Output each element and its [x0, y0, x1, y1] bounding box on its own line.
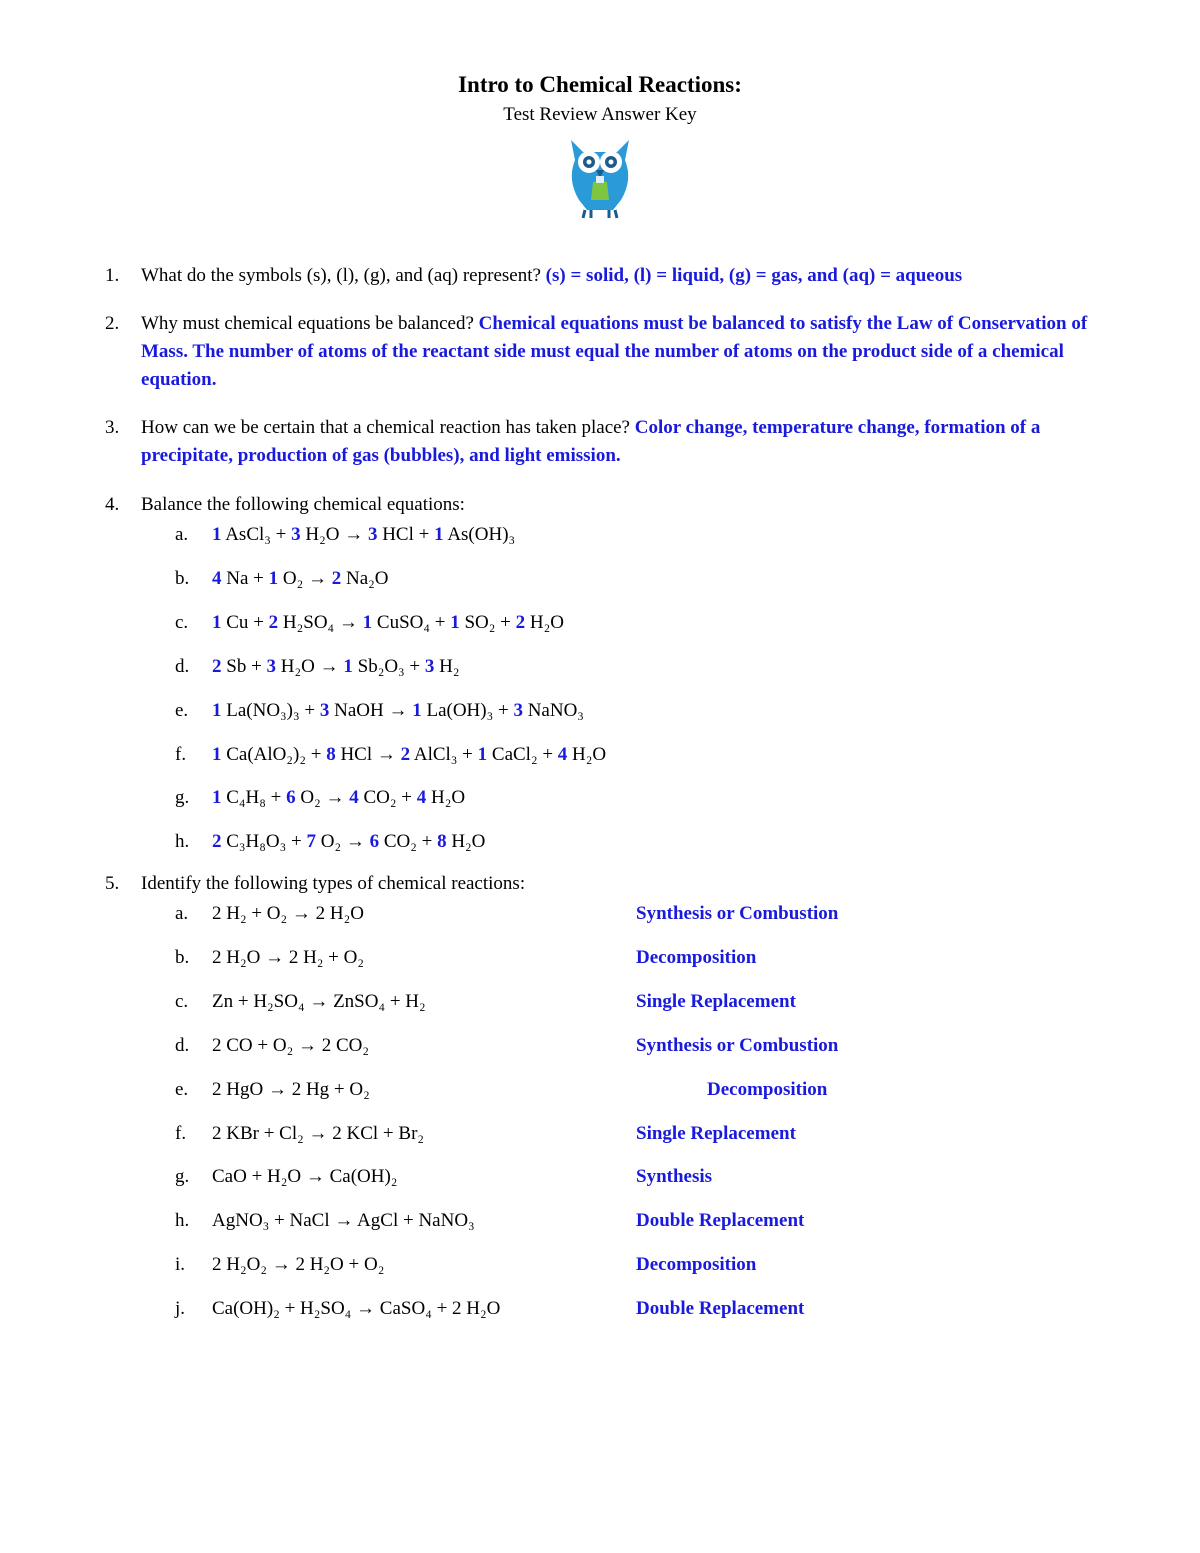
- reaction-type: Decomposition: [636, 1254, 757, 1276]
- question-number: 1.: [105, 265, 120, 286]
- coefficient: 2: [515, 611, 526, 633]
- coefficient: 1: [212, 611, 222, 633]
- answer-text: Chemical equations must be balanced to satisfy the Law of Conservation of Mass. The number of atoms of the reactant side must equal the number of atoms on the product side of a chemical equation.: [141, 313, 1088, 390]
- operator: →: [338, 611, 358, 633]
- coefficient: 1: [212, 699, 222, 721]
- chemical-species: Cu: [226, 611, 249, 633]
- page-title: Intro to Chemical Reactions:: [458, 72, 742, 97]
- operator: +: [462, 743, 473, 765]
- chemical-species: CO₂: [383, 831, 417, 853]
- reaction-equation: CaO + H₂O → Ca(OH)₂: [212, 1166, 398, 1188]
- chemical-species: H₂O: [280, 655, 315, 677]
- chemical-species: C₃H₈O₃: [226, 831, 287, 853]
- item-letter: h.: [175, 1210, 190, 1232]
- chemical-species: O₂: [300, 787, 321, 809]
- reaction-equation: 2 CO + O₂ → 2 CO₂: [212, 1034, 369, 1056]
- operator: +: [542, 743, 554, 765]
- chemical-species: NaOH: [334, 699, 384, 721]
- operator: +: [497, 699, 509, 721]
- coefficient: 1: [450, 611, 460, 633]
- page-subtitle: Test Review Answer Key: [503, 104, 697, 125]
- operator: →: [345, 831, 365, 853]
- chemical-species: H₂O: [305, 524, 340, 545]
- chemical-species: Na: [226, 567, 249, 589]
- operator: +: [275, 524, 287, 545]
- item-letter: e.: [175, 1078, 189, 1100]
- item-letter: j.: [175, 1298, 186, 1320]
- balanced-equation: [212, 565, 388, 593]
- coefficient: 7: [306, 831, 316, 853]
- item-letter: c.: [175, 611, 189, 633]
- operator: →: [388, 699, 408, 721]
- chemical-species: HCl: [340, 743, 373, 765]
- balanced-equation: [212, 521, 515, 549]
- question-number: 3.: [105, 417, 120, 438]
- reaction-equation: Ca(OH)₂ + H₂SO₄ → CaSO₄ + 2 H₂O: [212, 1298, 501, 1320]
- coefficient: 3: [319, 699, 330, 721]
- chemical-species: NaNO₃: [527, 699, 584, 721]
- item-letter: b.: [175, 946, 190, 968]
- operator: +: [421, 831, 433, 853]
- coefficient: 8: [437, 831, 447, 853]
- balanced-equation: [212, 697, 584, 725]
- question-5: [105, 870, 1135, 898]
- balanced-equation: [212, 784, 465, 812]
- operator: →: [344, 524, 364, 545]
- coefficient: 1: [477, 743, 488, 765]
- balanced-equation: [212, 653, 460, 681]
- coefficient: 4: [212, 567, 222, 589]
- question-1: [105, 262, 1135, 290]
- reaction-equation: AgNO₃ + NaCl → AgCl + NaNO₃: [212, 1210, 475, 1232]
- reaction-equation: 2 KBr + Cl₂ → 2 KCl + Br₂: [212, 1122, 425, 1144]
- operator: +: [251, 655, 262, 677]
- reaction-equation: Zn + H₂SO₄ → ZnSO₄ + H₂: [212, 990, 426, 1012]
- reaction-equation: 2 H₂O → 2 H₂ + O₂: [212, 946, 364, 968]
- chemical-species: AsCl₃: [225, 524, 271, 545]
- coefficient: 2: [331, 567, 342, 589]
- item-letter: f.: [175, 743, 187, 765]
- question-text: Why must chemical equations be balanced?: [141, 313, 474, 334]
- reaction-type: Double Replacement: [636, 1210, 805, 1232]
- coefficient: 2: [400, 743, 411, 765]
- item-letter: b.: [175, 567, 190, 589]
- chemical-species: HCl: [382, 524, 414, 545]
- chemical-species: H₂SO₄: [282, 611, 335, 633]
- question-2: [105, 310, 1135, 394]
- question-text: Balance the following chemical equations:: [141, 494, 465, 515]
- question-4: [105, 491, 1135, 519]
- item-letter: i.: [175, 1254, 186, 1276]
- coefficient: 3: [291, 524, 301, 545]
- operator: →: [319, 655, 339, 677]
- coefficient: 2: [212, 655, 222, 677]
- chemical-species: O₂: [320, 831, 342, 853]
- item-letter: g.: [175, 787, 190, 809]
- reaction-type: Synthesis or Combustion: [636, 903, 839, 924]
- chemical-species: H₂: [439, 655, 460, 677]
- reaction-equation: 2 H₂ + O₂ → 2 H₂O: [212, 903, 364, 924]
- chemical-species: AlCl₃: [413, 743, 458, 765]
- operator: +: [418, 524, 430, 545]
- balanced-equation: [212, 828, 485, 856]
- reaction-type: Single Replacement: [636, 1122, 796, 1144]
- chemical-species: Ca(AlO₂)₂: [226, 743, 306, 765]
- reaction-type: Decomposition: [636, 946, 757, 968]
- operator: +: [434, 611, 446, 633]
- chemical-species: As(OH)₃: [447, 524, 516, 545]
- chemical-species: Na₂O: [345, 567, 389, 589]
- coefficient: 6: [286, 787, 296, 809]
- reaction-type: Double Replacement: [636, 1298, 805, 1320]
- coefficient: 1: [343, 655, 353, 677]
- answer-text: (s) = solid, (l) = liquid, (g) = gas, and (aq) = aqueous: [545, 265, 963, 286]
- answer-text: Color change, temperature change, formation of a precipitate, production of gas (bubbles), and light emission.: [141, 417, 1041, 466]
- chemical-species: H₂O: [430, 787, 466, 809]
- operator: +: [291, 831, 302, 853]
- item-letter: d.: [175, 1034, 190, 1056]
- coefficient: 2: [268, 611, 279, 633]
- coefficient: 1: [212, 787, 222, 809]
- item-letter: c.: [175, 990, 189, 1012]
- chemical-species: H₂O: [451, 831, 486, 853]
- coefficient: 1: [434, 524, 444, 545]
- item-letter: h.: [175, 831, 190, 853]
- operator: +: [409, 655, 421, 677]
- operator: →: [376, 743, 396, 765]
- operator: +: [401, 787, 412, 809]
- operator: +: [270, 787, 282, 809]
- chemical-species: H₂O: [572, 743, 607, 765]
- coefficient: 4: [349, 787, 359, 809]
- chemical-species: CaCl₂: [491, 743, 538, 765]
- coefficient: 3: [424, 655, 435, 677]
- balanced-equation: [212, 609, 564, 637]
- chemical-species: La(NO₃)₃: [226, 699, 300, 721]
- chemical-species: C₄H₈: [226, 787, 266, 809]
- coefficient: 6: [369, 831, 380, 853]
- coefficient: 4: [416, 787, 427, 809]
- operator: →: [307, 567, 327, 589]
- owl-icon: [563, 130, 637, 220]
- reaction-type: Synthesis: [636, 1166, 713, 1188]
- item-letter: a.: [175, 903, 189, 924]
- coefficient: 1: [212, 524, 222, 545]
- question-number: 2.: [105, 313, 120, 334]
- chemical-species: O₂: [282, 567, 304, 589]
- chemical-species: Sb: [226, 655, 247, 677]
- operator: +: [310, 743, 322, 765]
- reaction-equation: 2 HgO → 2 Hg + O₂: [212, 1078, 370, 1100]
- item-letter: f.: [175, 1122, 187, 1144]
- reaction-type: Single Replacement: [636, 990, 796, 1012]
- operator: +: [253, 611, 264, 633]
- reaction-equation: 2 H₂O₂ → 2 H₂O + O₂: [212, 1254, 385, 1276]
- question-text: Identify the following types of chemical reactions:: [141, 873, 526, 894]
- operator: +: [500, 611, 511, 633]
- item-letter: e.: [175, 699, 189, 721]
- chemical-species: SO₂: [464, 611, 496, 633]
- question-number: 5.: [105, 873, 120, 894]
- coefficient: 3: [266, 655, 277, 677]
- chemical-species: CuSO₄: [376, 611, 431, 633]
- balanced-equation: [212, 741, 606, 769]
- item-letter: a.: [175, 524, 189, 545]
- coefficient: 1: [212, 743, 222, 765]
- coefficient: 3: [367, 524, 378, 545]
- chemical-species: La(OH)₃: [426, 699, 494, 721]
- chemical-species: Sb₂O₃: [357, 655, 405, 677]
- coefficient: 1: [412, 699, 422, 721]
- question-text: How can we be certain that a chemical reaction has taken place?: [141, 417, 630, 438]
- coefficient: 4: [557, 743, 568, 765]
- question-3: [105, 414, 1135, 470]
- operator: →: [325, 787, 345, 809]
- reaction-type: Decomposition: [707, 1078, 828, 1100]
- operator: +: [253, 567, 264, 589]
- coefficient: 1: [362, 611, 373, 633]
- question-text: What do the symbols (s), (l), (g), and (aq) represent?: [141, 265, 541, 286]
- item-letter: g.: [175, 1166, 190, 1188]
- item-letter: d.: [175, 655, 190, 677]
- operator: +: [304, 699, 316, 721]
- coefficient: 1: [268, 567, 279, 589]
- reaction-type: Synthesis or Combustion: [636, 1034, 839, 1056]
- chemical-species: CO₂: [363, 787, 397, 809]
- coefficient: 8: [326, 743, 336, 765]
- coefficient: 3: [513, 699, 523, 721]
- chemical-species: H₂O: [529, 611, 564, 633]
- question-number: 4.: [105, 494, 120, 515]
- coefficient: 2: [212, 831, 222, 853]
